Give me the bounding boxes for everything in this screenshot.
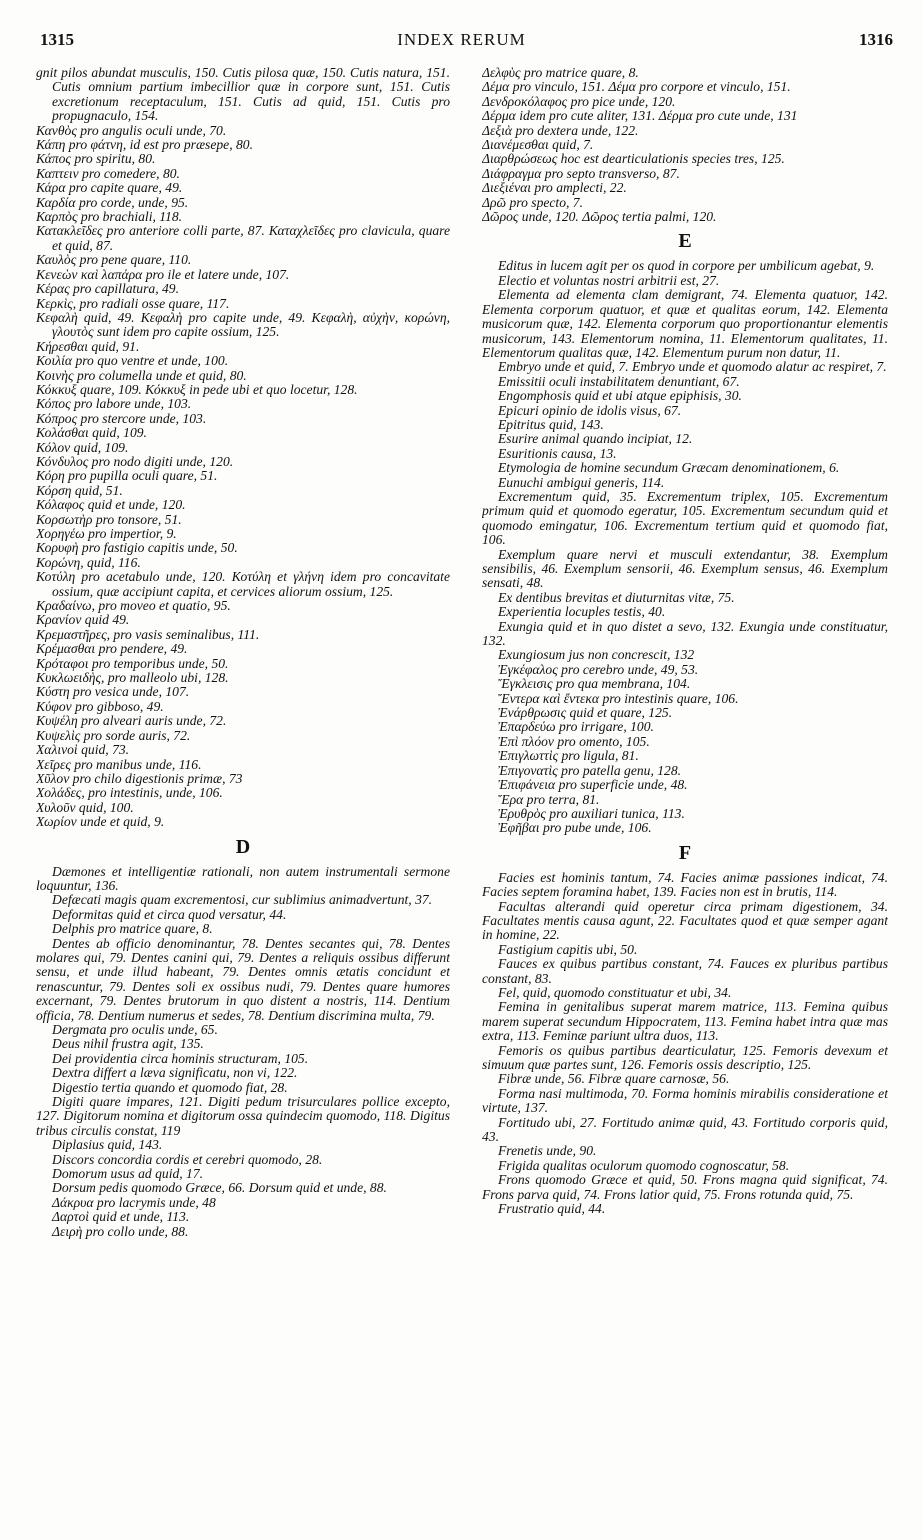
index-entry: Δεξιὰ pro dextera unde, 122.: [482, 122, 639, 138]
left-column: [36, 66, 450, 1522]
index-entry: Κυψέλη pro alveari auris unde, 72.: [36, 713, 227, 729]
index-entry: Κάπη pro φάτνη, id est pro præsepe, 80.: [36, 137, 253, 153]
index-entry: Κόλαφος quid et unde, 120.: [36, 497, 186, 513]
index-entry: Καρδία pro corde, unde, 95.: [36, 194, 189, 210]
index-entry: Κόνδυλος pro nodo digiti unde, 120.: [36, 453, 234, 469]
index-entry: Femina in genitalibus superat marem matrice, 113. Femina quibus marem superat secundum Hippocratem, 113. Femina habet intra quæ mas extra, 113. Feminæ pariunt ultra duos, 113.: [482, 999, 888, 1044]
index-entry: Κρόταφοι pro temporibus unde, 50.: [36, 655, 229, 671]
index-entry: Κοτύλη pro acetabulo unde, 120. Κοτύλη et γλήνη idem pro concavitate ossium, quæ accipiunt capita, et cervices aliorum ossium, 125.: [36, 569, 450, 599]
index-entry: Fauces ex quibus partibus constant, 74. Fauces ex pluribus partibus constant, 83.: [482, 956, 888, 986]
index-entry: Κατακλεῖδες pro anteriore colli parte, 87. Καταχλεῖδες pro clavicula, quare et quid, 87.: [36, 223, 450, 253]
section-letter-e: E: [678, 230, 692, 253]
right-top-entries: [482, 66, 888, 224]
index-entry: Δειρὴ pro collo unde, 88.: [52, 1223, 189, 1239]
index-entry: Diplasius quid, 143.: [52, 1137, 163, 1153]
index-entry: Χορηγέω pro impertior, 9.: [36, 526, 177, 541]
index-entry: Δρῶ pro specto, 7.: [482, 194, 583, 210]
index-entry: Ἐνάρθρωσις quid et quare, 125.: [498, 705, 673, 721]
section-letter-f: F: [678, 841, 692, 864]
index-entry: Κέρας pro capillatura, 49.: [36, 281, 179, 297]
index-entry: Ἔγκλεισις pro qua membrana, 104.: [498, 676, 691, 692]
index-entry: Κραδαίνω, pro moveo et quatio, 95.: [36, 598, 231, 614]
index-entry: Κυψελὶς pro sorde auris, 72.: [36, 727, 191, 743]
index-entry: Χολάδες, pro intestinis, unde, 106.: [36, 785, 223, 801]
index-entry: Χῦλον pro chilo digestionis primæ, 73: [36, 770, 243, 786]
index-entry: Ἐπαρδεύω pro irrigare, 100.: [498, 719, 654, 735]
index-entry: Καπτειν pro comedere, 80.: [36, 165, 180, 181]
index-entry: Καρπὸς pro brachiali, 118.: [36, 209, 183, 225]
index-entry: Διεξιέναι pro amplecti, 22.: [482, 180, 627, 196]
index-entry: Κόπος pro labore unde, 103.: [36, 396, 192, 412]
index-entry: Emissitii oculi instabilitatem denuntiant, 67.: [498, 373, 740, 389]
index-entry: Editus in lucem agit per os quod in corpore per umbilicum agebat, 9.: [498, 258, 875, 274]
index-entry: Δαρτοὶ quid et unde, 113.: [52, 1209, 190, 1225]
index-entry: Διάφραγμα pro septo transverso, 87.: [482, 165, 680, 181]
index-entry: Deus nihil frustra agit, 135.: [52, 1036, 204, 1052]
index-entry: Κόλον quid, 109.: [36, 439, 129, 455]
index-entry: Κόπρος pro stercore unde, 103.: [36, 410, 207, 426]
index-entry: Κοινὴς pro columella unde et quid, 80.: [36, 367, 247, 383]
index-entry: Exemplum quare nervi et musculi extendantur, 38. Exemplum sensibilis, 46. Exemplum sensorii, 46. Exemplum sensus, 46. Exemplum sensati, 48.: [482, 546, 888, 591]
index-entry: Κενεὼν καὶ λαπάρα pro ile et latere unde, 107.: [36, 266, 290, 282]
right-page-number: 1316: [859, 30, 893, 49]
index-entry: Dextra differt a læva significatu, non vi, 122.: [52, 1065, 298, 1081]
right-column: [482, 66, 888, 1522]
index-entry: Frons quomodo Græce et quid, 50. Frons magna quid significat, 74. Frons parva quid, 74. Frons latior quid, 75. Frons rotunda quid, 75.: [482, 1172, 888, 1202]
index-entry: Ἐφῆβαι pro pube unde, 106.: [498, 820, 652, 836]
index-entry: Ἔντερα καὶ ἔντεκα pro intestinis quare, 106.: [498, 690, 739, 706]
index-entry: Frigida qualitas oculorum quomodo cognoscatur, 58.: [498, 1157, 790, 1173]
index-entry: Exungia quid et in quo distet a sevo, 132. Exungia unde constituatur, 132.: [482, 618, 888, 649]
index-entry: Κανθὸς pro angulis oculi unde, 70.: [36, 122, 227, 138]
index-entry: Κύστη pro vesica unde, 107.: [36, 684, 190, 700]
index-entry: Deformitas quid et circa quod versatur, 44.: [52, 906, 287, 922]
index-entry: Χωρίον unde et quid, 9.: [36, 814, 165, 830]
left-page-number: 1315: [40, 30, 74, 49]
index-entry: Κορυφὴ pro fastigio capitis unde, 50.: [36, 540, 238, 556]
index-entry: Κορώνη, quid, 116.: [36, 554, 141, 570]
index-entry: Κεφαλὴ quid, 49. Κεφαλὴ pro capite unde, 49. Κεφαλὴ, αὐχὴν, κορώνη, γλουτὸς sunt idem pro capite ossium, 125.: [36, 309, 450, 340]
running-header: [0, 30, 923, 58]
index-entry: Κήρεσθαι quid, 91.: [36, 338, 140, 354]
index-entry: Excrementum quid, 35. Excrementum triplex, 105. Excrementum primum quid et quomodo egeratur, 105. Excrementum secundum quid et quomodo emingatur, 106. Excrementum tertium quid et quomodo fiat, 106.: [482, 488, 888, 548]
index-entry: Delphis pro matrice quare, 8.: [52, 921, 213, 937]
index-entry: Etymologia de homine secundum Græcam denominationem, 6.: [498, 460, 840, 476]
index-entry: Καυλὸς pro pene quare, 110.: [36, 252, 192, 268]
index-entry: Κόκκυξ quare, 109. Κόκκυξ in pede ubi et quo locetur, 128.: [36, 381, 358, 397]
index-entry: Forma nasi multimoda, 70. Forma hominis mirabilis consideratione et virtute, 137.: [482, 1085, 888, 1116]
index-entry: Eunuchi ambigui generis, 114.: [498, 474, 665, 490]
d-entries: [36, 865, 450, 1240]
index-entry: Fortitudo ubi, 27. Fortitudo animæ quid, 43. Fortitudo corporis quid, 43.: [482, 1114, 888, 1145]
index-entry: Διανέμεσθαι quid, 7.: [482, 137, 594, 153]
index-entry: Δῶρος unde, 120. Δῶρος tertia palmi, 120.: [482, 209, 717, 225]
index-entry: Ἐπιγλωττὶς pro ligula, 81.: [498, 748, 639, 764]
index-entry: Κάπος pro spiritu, 80.: [36, 151, 156, 167]
index-entry: Ἐπιφάνεια pro superficie unde, 48.: [498, 777, 688, 793]
index-entry: Facies est hominis tantum, 74. Facies animæ passiones indicat, 74. Facies septem foramina habet, 139. Facies non est in brutis, 114.: [482, 869, 888, 900]
index-entry: Epitritus quid, 143.: [498, 416, 604, 432]
index-entry: Esuritionis causa, 13.: [498, 445, 617, 461]
index-entry: Ex dentibus brevitas et diuturnitas vitæ, 75.: [498, 589, 735, 605]
index-entry: Κρανίον quid 49.: [36, 612, 130, 628]
index-entry: Κορσωτὴρ pro tonsore, 51.: [36, 511, 182, 527]
index-entry: Ἐγκέφαλος pro cerebro unde, 49, 53.: [498, 661, 699, 677]
index-entry: Κάρα pro capite quare, 49.: [36, 180, 183, 196]
index-entry: Ἐρυθρὸς pro auxiliari tunica, 113.: [498, 805, 685, 821]
index-entry: Δενδροκόλαφος pro pice unde, 120.: [482, 93, 676, 109]
e-entries: [482, 259, 888, 835]
index-entry: Domorum usus ad quid, 17.: [52, 1166, 204, 1182]
section-letter-d: D: [235, 835, 251, 858]
index-entry: Facultas alterandi quid operetur circa primam digestionem, 34. Facultates mentis causa agunt, 22. Facultates quod et quæ semper agant in homine, 22.: [482, 898, 888, 943]
index-entry: Δέρμα idem pro cute aliter, 131. Δέρμα pro cute unde, 131: [482, 108, 798, 124]
index-entry: Ἐπιγονατὶς pro patella genu, 128.: [498, 762, 682, 778]
index-entry: Δέμα pro vinculo, 151. Δέμα pro corpore et vinculo, 151.: [482, 79, 791, 95]
index-entry: Fastigium capitis ubi, 50.: [498, 941, 638, 957]
index-entry: Elementa ad elementa clam demigrant, 74. Elementa quatuor, 142. Elementa corporum quatuor, et quæ et qualitas eorum, 142. Elementa musicorum quæ, 142. Elementa corporum quo proportionantur elementis musicorum, 143. Elementorum nomina, 11. Elementorum qualitates, 11. Elementorum qualitas quæ, 142. Elementum purum non datur, 11.: [482, 287, 888, 360]
index-entry: Digestio tertia quando et quomodo fiat, 28.: [52, 1079, 288, 1095]
index-entry: Engomphosis quid et ubi atque epiphisis, 30.: [498, 388, 742, 404]
index-entry: Ἔρα pro terra, 81.: [498, 791, 600, 807]
index-entry: Embryo unde et quid, 7. Embryo unde et quomodo alatur ac respiret, 7.: [498, 359, 887, 375]
index-entry: Δάκρυα pro lacrymis unde, 48: [52, 1194, 216, 1210]
index-entry: Exungiosum jus non concrescit, 132: [498, 647, 695, 663]
index-entry: Χαλινοὶ quid, 73.: [36, 742, 130, 758]
f-entries: [482, 871, 888, 1217]
index-entry: Esurire animal quando incipiat, 12.: [498, 431, 693, 447]
page-title: INDEX RERUM: [397, 30, 526, 49]
index-entry: gnit pilos abundat musculis, 150. Cutis pilosa quæ, 150. Cutis natura, 151. Cutis omnium partium imbecillior quæ in corpore sunt, 151. Cutis excretionum receptaculum, 151. Cutis ad quid, 151. Cutis pro propugnaculo, 154.: [36, 66, 450, 124]
index-entry: Discors concordia cordis et cerebri quomodo, 28.: [52, 1151, 323, 1167]
index-entry: Defæcati magis quam excrementosi, cur sublimius animadvertunt, 37.: [52, 892, 433, 908]
index-entry: Χυλοῦν quid, 100.: [36, 799, 134, 815]
index-entry: Διαρθρώσεως hoc est dearticulationis species tres, 125.: [482, 151, 785, 167]
index-entry: Ἐπὶ πλόον pro omento, 105.: [498, 733, 650, 749]
index-entry: Fel, quid, quomodo constituatur et ubi, 34.: [498, 984, 732, 1000]
index-entry: Κερκὶς, pro radiali osse quare, 117.: [36, 295, 230, 311]
index-entry: Digiti quare impares, 121. Digiti pedum trisurculares pollice excepto, 127. Digitorum nomina et digitorum ossa quindecim quomodo, 118. Digitus tribus circulis constat, 119: [36, 1094, 450, 1138]
index-entry: Κοιλία pro quo ventre et unde, 100.: [36, 353, 229, 369]
index-entry: Κολάσθαι quid, 109.: [36, 425, 147, 441]
index-entry: Dei providentia circa hominis structuram, 105.: [52, 1050, 309, 1066]
index-entry: Κόρση quid, 51.: [36, 482, 123, 498]
left-top-entries: [36, 66, 450, 830]
index-entry: Dorsum pedis quomodo Græce, 66. Dorsum quid et unde, 88.: [52, 1180, 387, 1196]
index-entry: Dæmones et intelligentiæ rationali, non autem instrumentali sermone loquuntur, 136.: [36, 863, 450, 893]
index-entry: Frustratio quid, 44.: [498, 1201, 606, 1217]
index-entry: Frenetis unde, 90.: [498, 1143, 597, 1159]
index-entry: Κρεμαστῆρες, pro vasis seminalibus, 111.: [36, 626, 260, 642]
index-entry: Experientia locuples testis, 40.: [498, 604, 666, 620]
index-entry: Electio et voluntas nostri arbitrii est, 27.: [498, 272, 720, 288]
index-entry: Κόρη pro pupilla oculi quare, 51.: [36, 468, 218, 484]
index-entry: Κύφον pro gibboso, 49.: [36, 698, 164, 714]
index-entry: Κρέμασθαι pro pendere, 49.: [36, 641, 188, 657]
index-entry: Χεῖρες pro manibus unde, 116.: [36, 756, 202, 772]
index-entry: Dentes ab officio denominantur, 78. Dentes secantes qui, 78. Dentes molares qui, 79. Dentes canini qui, 79. Dentes a reliquis ossibus differunt sensu, et unde illud habeant, 79. Dentes omnis ætatis concidunt et renascuntur, 79. Dentes soli ex ossibus nudi, 79. Dentes quare humores excernant, 79. Dentes brutorum in quo distent a nostris, 114. Dentium officia, 78. Dentium numerus et sedes, 78. Dentium discrimina multa, 79.: [36, 935, 450, 1023]
index-entry: Dergmata pro oculis unde, 65.: [52, 1022, 218, 1037]
index-entry: Femoris os quibus partibus dearticulatur, 125. Femoris devexum et simuum quæ partes sunt, 126. Femoris ossis descriptio, 125.: [482, 1042, 888, 1072]
index-entry: Κυκλωειδὴς, pro malleolo ubi, 128.: [36, 670, 229, 686]
index-entry: Epicuri opinio de idolis visus, 67.: [498, 402, 682, 418]
index-entry: Fibræ unde, 56. Fibræ quare carnosæ, 56.: [498, 1071, 730, 1087]
index-entry: Δελφὺς pro matrice quare, 8.: [482, 66, 639, 80]
